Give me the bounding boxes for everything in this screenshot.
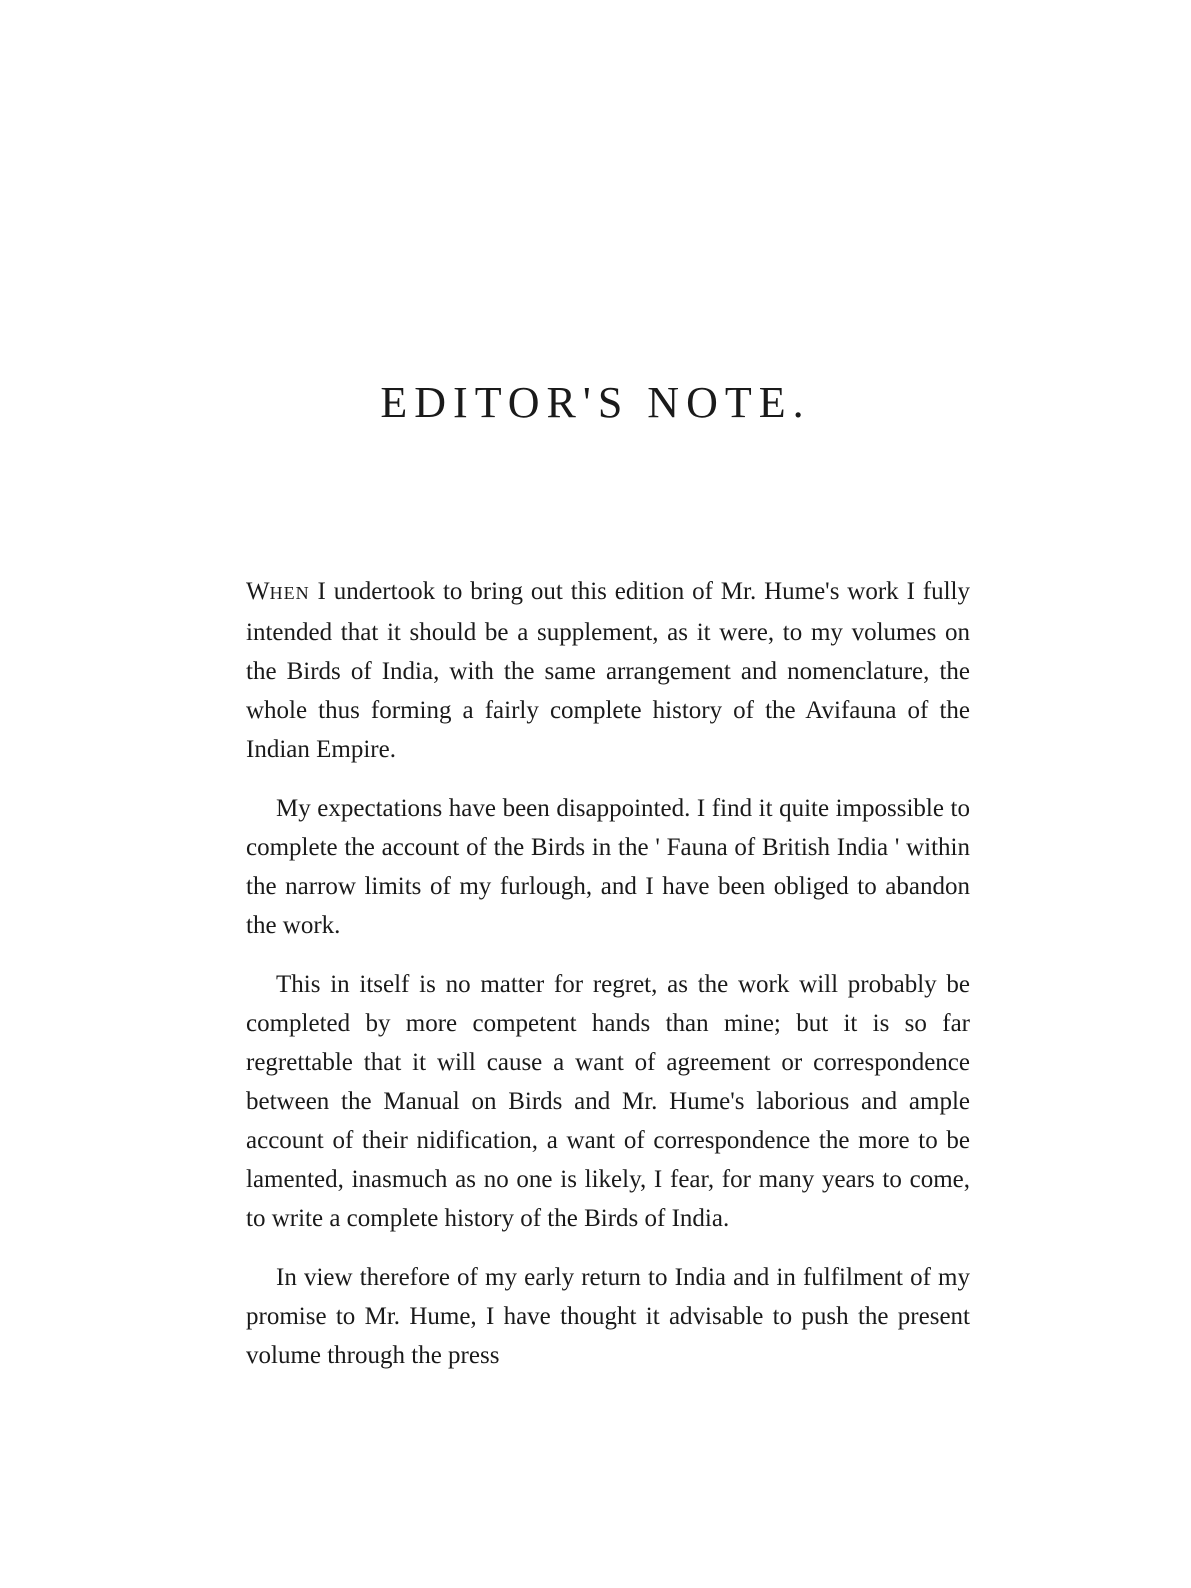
body-text xyxy=(246,572,970,1395)
paragraph-1 xyxy=(246,572,970,769)
paragraph-1-text: I undertook to bring out this edition of Mr. Hume's work I fully intended that it should be a supplement, as it were, to my volumes on the Birds of India, with the same arrangement and nomenclature, the whole thus forming a fairly complete history of the Avifauna of the Indian Empire. xyxy=(246,578,970,763)
paragraph-1-initial: W xyxy=(246,578,270,605)
paragraph-1-smallcaps: HEN xyxy=(269,583,310,603)
paragraph-4: In view therefore of my early return to India and in fulfilment of my promise to Mr. Hume, I have thought it advisable to push the present volume through the press xyxy=(246,1264,970,1369)
page-title: EDITOR'S NOTE. xyxy=(380,378,811,427)
paragraph-3: This in itself is no matter for regret, as the work will probably be completed by more competent hands than mine; but it is so far regrettable that it will cause a want of agreement or correspondence between the Manual on Birds and Mr. Hume's laborious and ample account of their nidification, a want of correspondence the more to be lamented, inasmuch as no one is likely, I fear, for many years to come, to write a complete history of the Birds of India. xyxy=(246,971,970,1232)
paragraph-2: My expectations have been disappointed. I find it quite impossible to complete the account of the Birds in the ' Fauna of British India ' within the narrow limits of my furlough, and I have been obliged to abandon the work. xyxy=(246,795,970,939)
